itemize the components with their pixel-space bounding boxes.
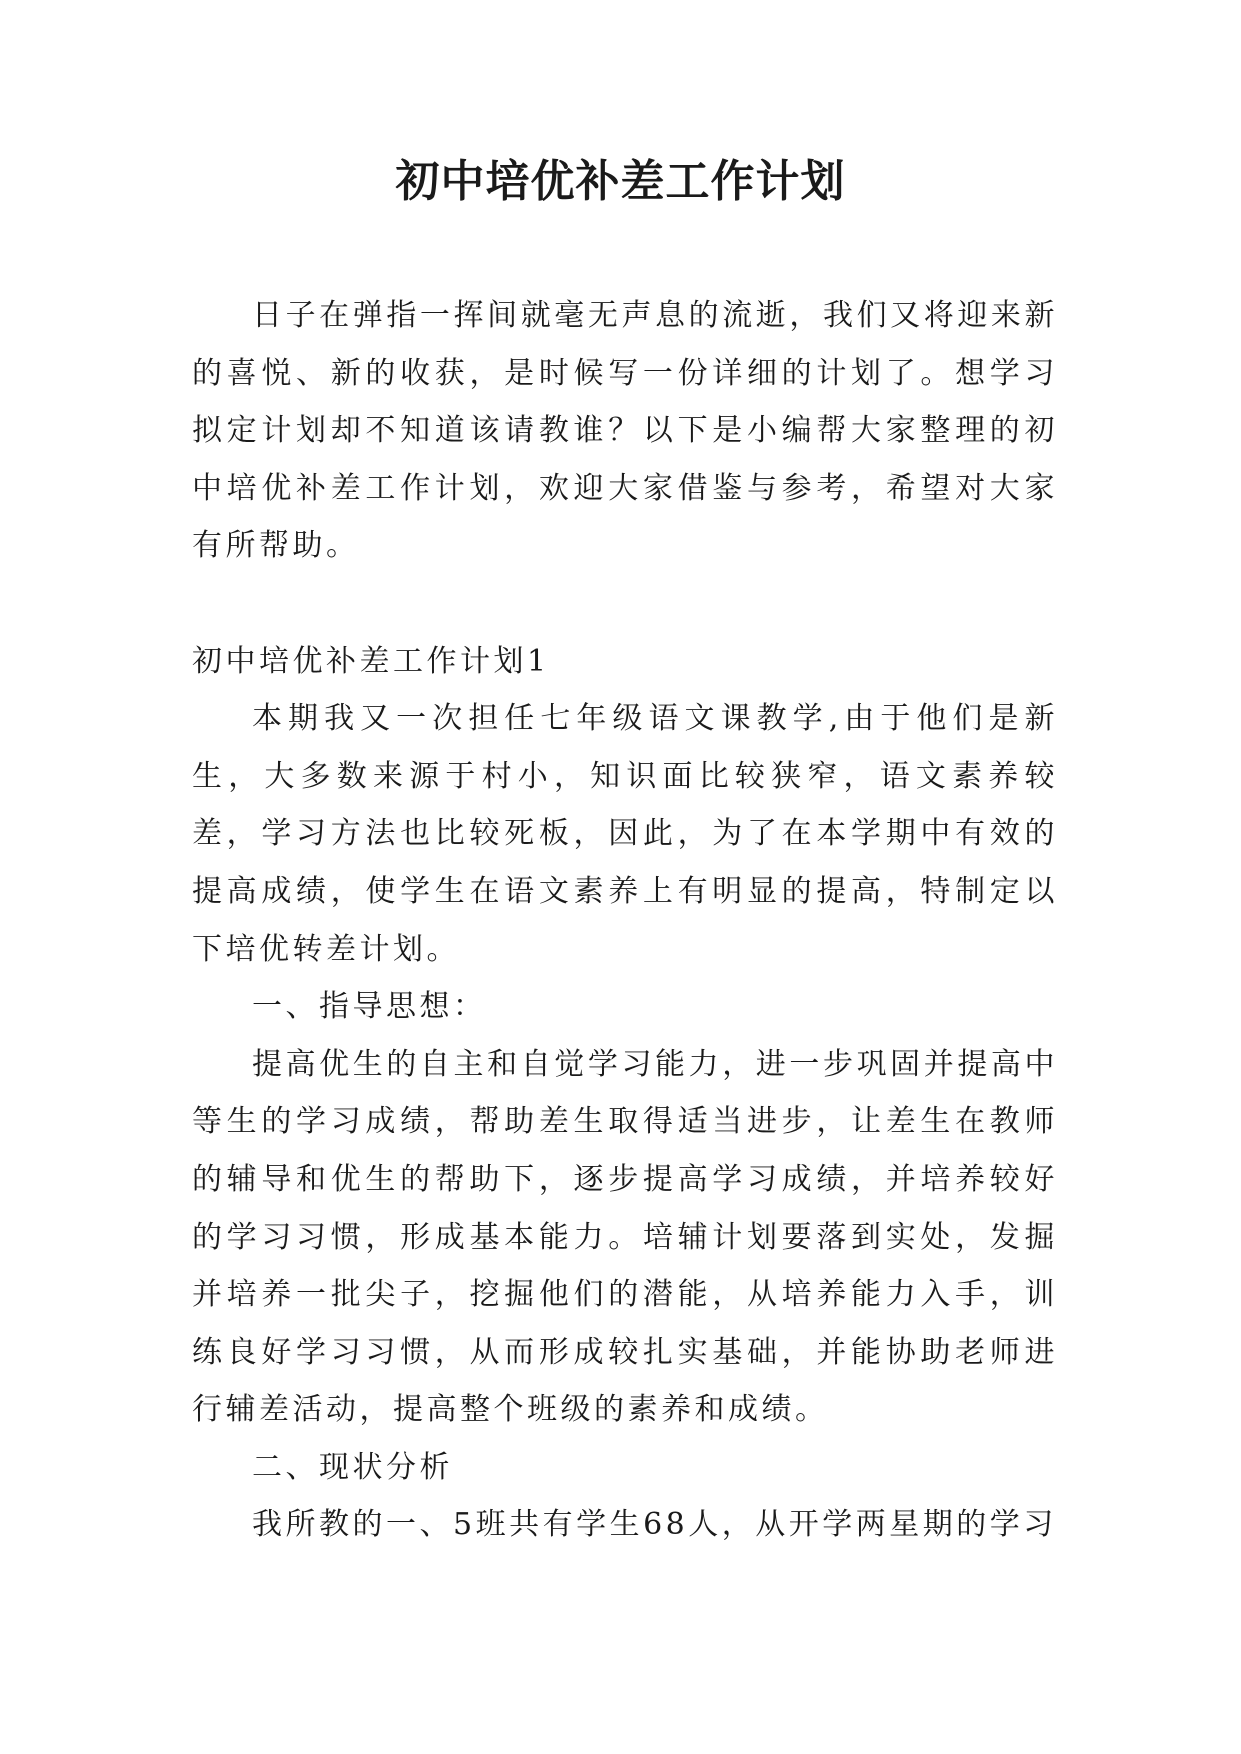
- section-heading: 一、指导思想：: [252, 989, 487, 1025]
- intro-paragraph: 日子在弹指一挥间就毫无声息的流逝，我们又将迎来新的喜悦、新的收获，是时候写一份详细的计划了。想学习拟定计划却不知道该请教谁？以下是小编帮大家整理的初中培优补差工作计划，欢迎大家借鉴与参考，希望对大家有所帮助。: [192, 298, 1058, 564]
- document-body: [192, 287, 1058, 1554]
- document-title: 初中培优补差工作计划: [395, 156, 846, 207]
- body-paragraph: 本期我又一次担任七年级语文课教学,由于他们是新生，大多数来源于村小，知识面比较狭窄，语文素养较差，学习方法也比较死板，因此，为了在本学期中有效的提高成绩，使学生在语文素养上有明显的提高，特制定以下培优转差计划。: [192, 701, 1058, 967]
- body-paragraph: 提高优生的自主和自觉学习能力，进一步巩固并提高中等生的学习成绩，帮助差生取得适当进步，让差生在教师的辅导和优生的帮助下，逐步提高学习成绩，并培养较好的学习习惯，形成基本能力。培辅计划要落到实处，发掘并培养一批尖子，挖掘他们的潜能，从培养能力入手，训练良好学习习惯，从而形成较扎实基础，并能协助老师进行辅差活动，提高整个班级的素养和成绩。: [192, 1046, 1058, 1428]
- paragraph-gap: [192, 575, 1058, 633]
- section-title: 初中培优补差工作计划1: [192, 643, 550, 679]
- section-heading: 二、现状分析: [252, 1449, 453, 1485]
- body-paragraph: 我所教的一、5班共有学生68人，从开学两星期的学习: [252, 1507, 1057, 1543]
